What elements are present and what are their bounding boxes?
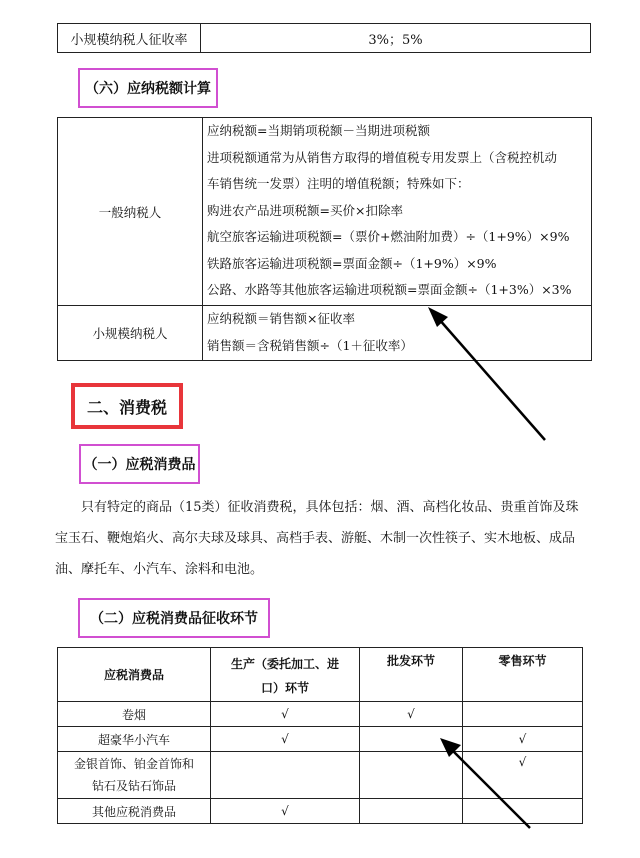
product-name-line: 金银首饰、铂金首饰和 <box>73 757 194 771</box>
small-taxpayer-label: 小规模纳税人 <box>58 306 203 361</box>
header-product: 应税消费品 <box>58 648 211 702</box>
paragraph-line: 油、摩托车、小汽车、涂料和电池。 <box>55 562 264 577</box>
calc-line: 铁路旅客运输进项税额=票面金额÷（1+9%）×9% <box>207 255 497 271</box>
section-heading-tax-calc: （六）应纳税额计算 <box>78 68 218 108</box>
header-retail: 零售环节 <box>463 648 583 702</box>
calc-line: 进项税额通常为从销售方取得的增值税专用发票上（含税控机动 <box>207 149 558 165</box>
paragraph-line: 宝玉石、鞭炮焰火、高尔夫球及球具、高档手表、游艇、木制一次性筷子、实木地板、成品 <box>55 531 576 546</box>
retail-check: √ <box>463 727 583 752</box>
calc-line: 购进农产品进项税额=买价×扣除率 <box>207 202 403 218</box>
retail-check: √ <box>463 752 583 799</box>
product-name-line: 钻石及钻石饰品 <box>91 779 176 793</box>
header-wholesale: 批发环节 <box>360 648 463 702</box>
header-production-line: 口）环节 <box>260 681 309 695</box>
wholesale-check: √ <box>360 702 463 727</box>
product-name: 超豪华小汽车 <box>58 727 211 752</box>
calc-line: 应纳税额=当期销项税额－当期进项税额 <box>207 123 430 138</box>
section-heading-taxable-goods: （一）应税消费品 <box>79 444 200 484</box>
paragraph-line: 只有特定的商品（15类）征收消费税，具体包括：烟、酒、高档化妆品、贵重首饰及珠 <box>81 500 579 515</box>
calc-line: 应纳税额＝销售额×征收率 <box>207 311 355 326</box>
rate-value: 3%；5% <box>201 24 591 53</box>
product-name: 卷烟 <box>58 702 211 727</box>
section-heading-consumption-tax: 二、消费税 <box>71 383 183 429</box>
general-taxpayer-label: 一般纳税人 <box>58 118 203 306</box>
production-check: √ <box>211 702 360 727</box>
rate-label: 小规模纳税人征收率 <box>58 24 201 53</box>
production-check: √ <box>211 727 360 752</box>
production-check: √ <box>211 799 360 824</box>
arrow-annotation-2 <box>440 738 530 828</box>
header-production-line: 生产（委托加工、进 <box>230 657 339 671</box>
product-name: 其他应税消费品 <box>58 799 211 824</box>
arrow-annotation-1 <box>428 307 545 440</box>
calc-line: 航空旅客运输进项税额=（票价+燃油附加费）÷（1+9%）×9% <box>207 229 570 244</box>
section-heading-collection-stage: （二）应税消费品征收环节 <box>78 598 270 638</box>
calc-line: 销售额＝含税销售额÷（1＋征收率） <box>207 337 413 353</box>
calc-line: 公路、水路等其他旅客运输进项税额=票面金额÷（1+3%）×3% <box>207 282 572 297</box>
calc-line: 车销售统一发票）注明的增值税额；特殊如下： <box>207 176 470 191</box>
